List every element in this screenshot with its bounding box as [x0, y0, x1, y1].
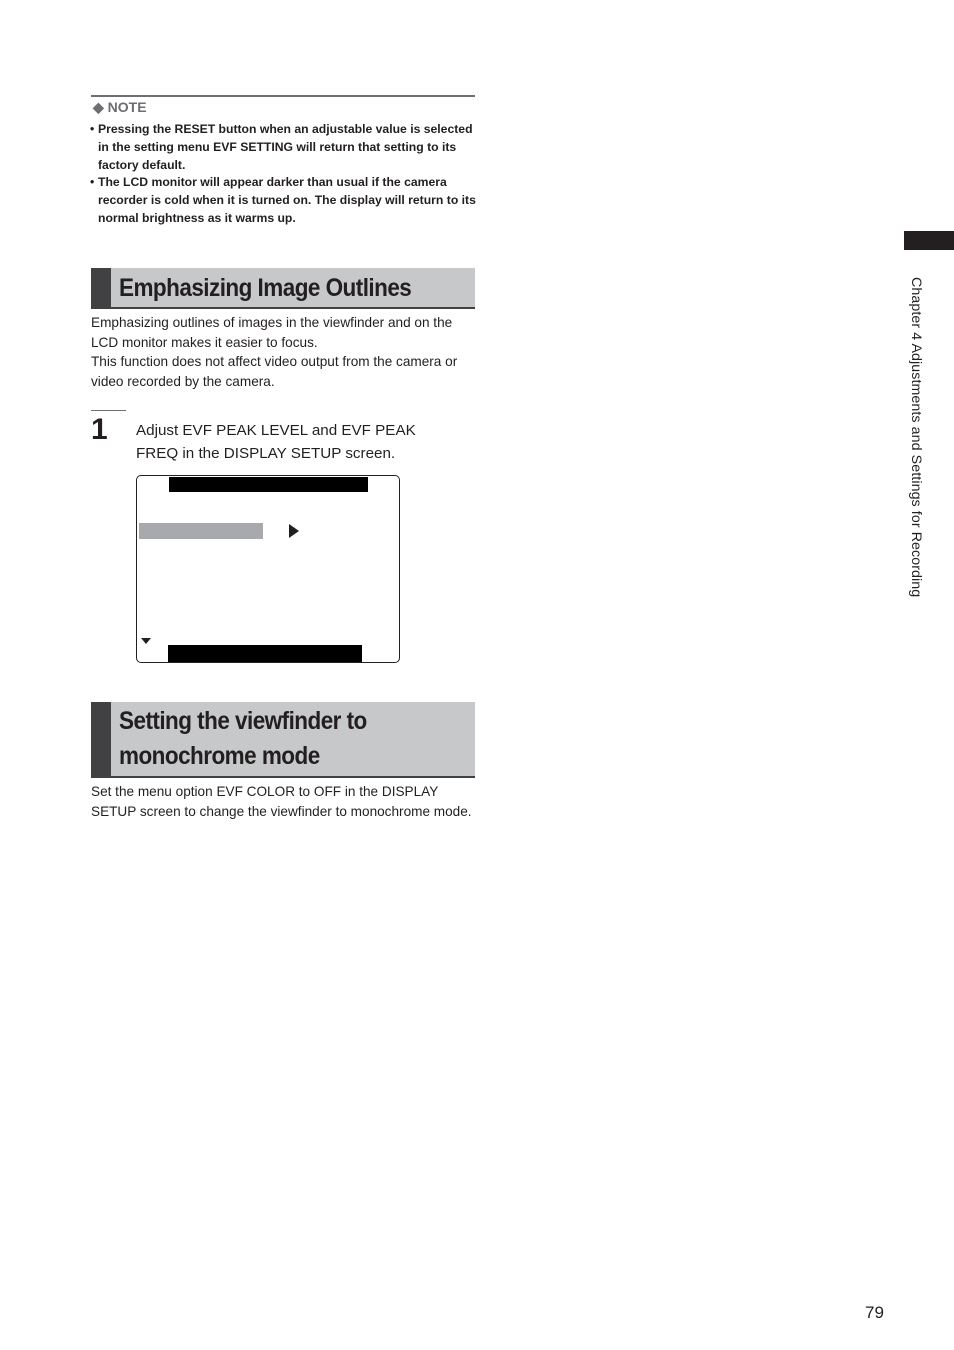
step-number: 1 — [91, 413, 108, 446]
section-paragraph: Set the menu option EVF COLOR to OFF in the DISPLAY SETUP screen to change the viewfinder to monochrome mode. — [91, 784, 472, 819]
menu-title-bar — [169, 477, 368, 492]
section-paragraph: This function does not affect video output from the camera or video recorded by the camera. — [91, 354, 458, 389]
note-item-text: Pressing the RESET button when an adjustable value is selected in the setting menu EVF SETTING will return that setting to its factory default. — [98, 122, 473, 172]
note-item — [90, 120, 482, 174]
note-item-text: The LCD monitor will appear darker than usual if the camera recorder is cold when it is turned on. The display will return to its normal brightness as it warms up. — [98, 175, 476, 225]
section-heading-monochrome-mode — [91, 702, 475, 778]
note-heading: ◆ NOTE — [93, 99, 147, 115]
section-title-line: Setting the viewfinder to — [119, 707, 367, 735]
section-heading-accent-bar — [91, 702, 111, 776]
section-title-line: monochrome mode — [119, 742, 320, 770]
chapter-tab-marker — [904, 231, 954, 250]
section-heading-emphasizing-outlines — [91, 268, 475, 309]
note-bullet: • — [90, 175, 95, 189]
note-bullet: • — [90, 122, 95, 136]
page-number: 79 — [865, 1303, 884, 1322]
note-rule — [91, 95, 475, 97]
chapter-label: Chapter 4 Adjustments and Settings for Recording — [908, 277, 924, 598]
section-title — [119, 704, 367, 774]
step-instruction: Adjust EVF PEAK LEVEL and EVF PEAK FREQ in the DISPLAY SETUP screen. — [136, 422, 416, 462]
scroll-down-icon — [141, 638, 151, 644]
menu-bottom-bar — [168, 645, 362, 662]
arrow-right-icon — [289, 524, 299, 538]
menu-selected-row — [139, 523, 263, 539]
section-heading-accent-bar — [91, 268, 111, 307]
section-paragraph: Emphasizing outlines of images in the viewfinder and on the LCD monitor makes it easier to focus. — [91, 315, 453, 350]
display-setup-menu-illustration — [136, 475, 400, 663]
section-title: Emphasizing Image Outlines — [119, 274, 412, 302]
note-item — [90, 173, 482, 227]
